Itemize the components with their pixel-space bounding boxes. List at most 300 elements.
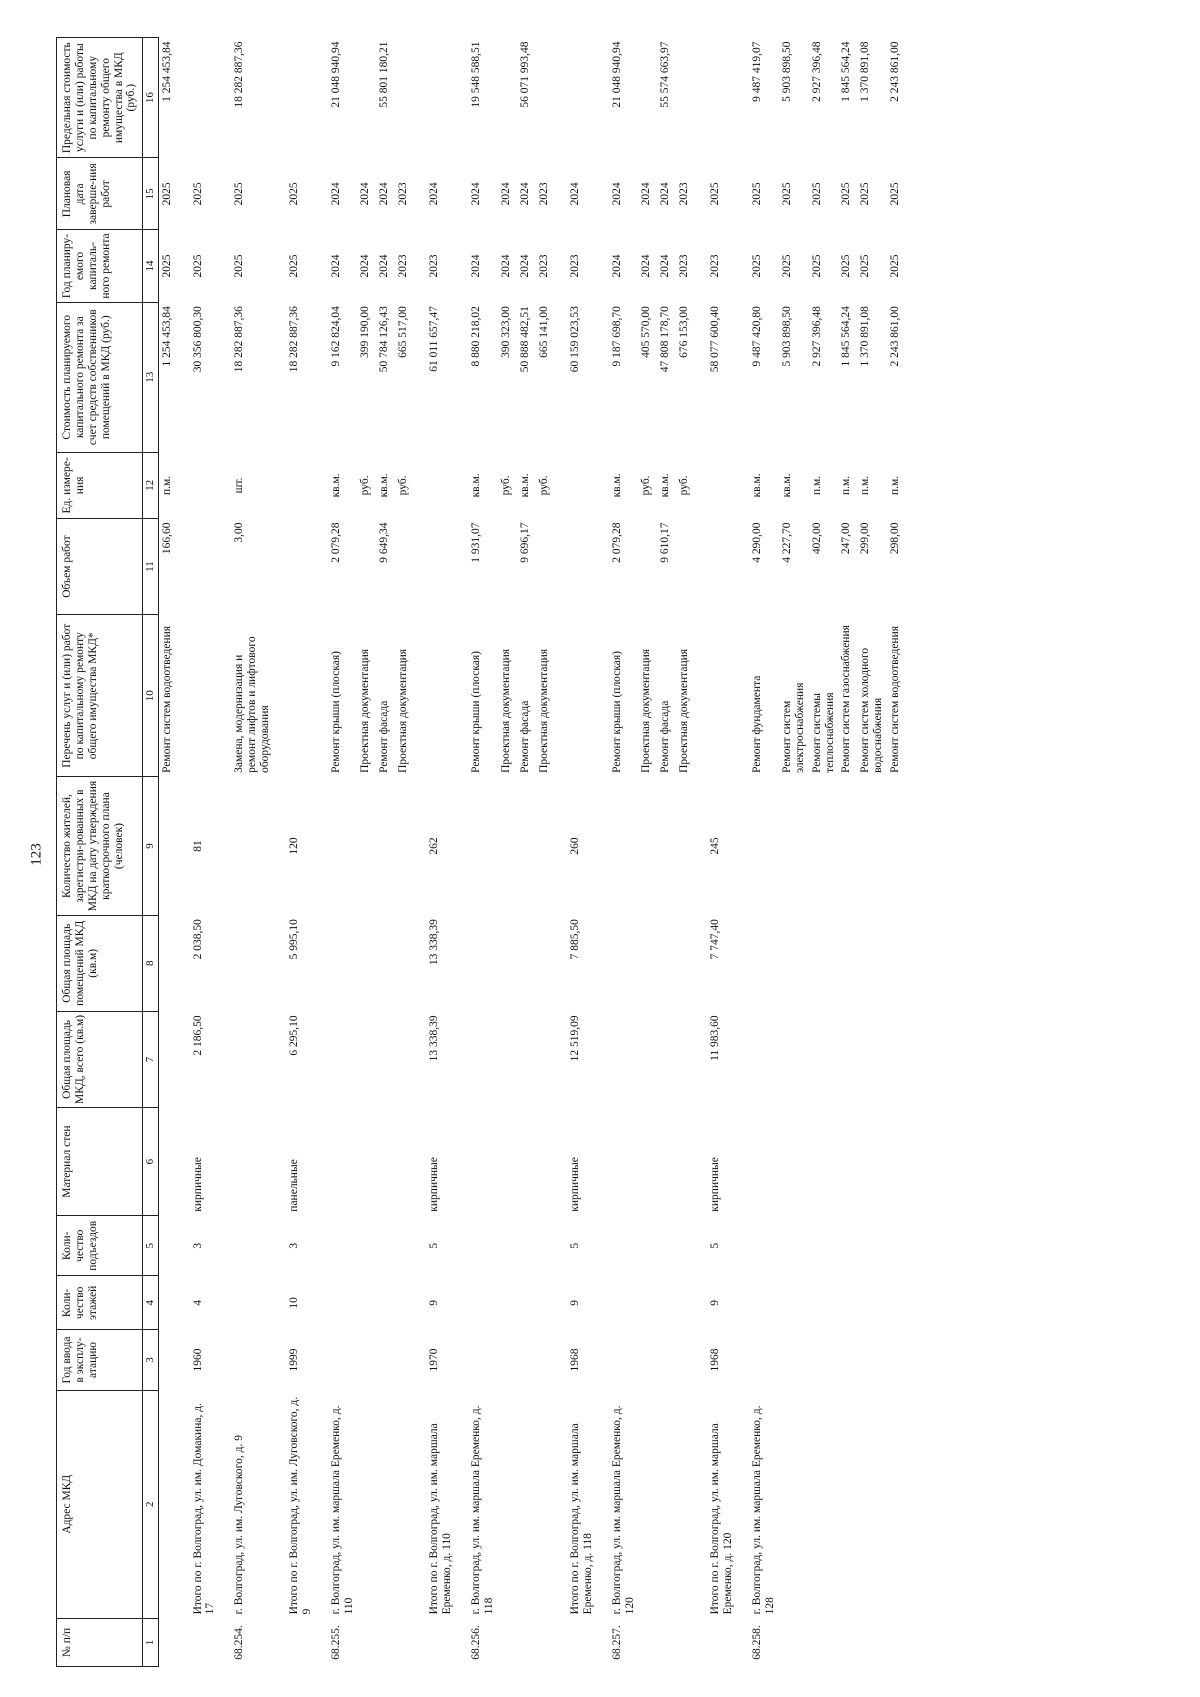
- cell-entr: [676, 1216, 695, 1276]
- cell-unit: [555, 452, 597, 518]
- cell-limit: 56 071 993,48: [518, 41, 531, 108]
- total-row: [414, 38, 456, 1667]
- cell-residents: [779, 777, 809, 915]
- cell-limit: [357, 38, 376, 158]
- cell-floors: [158, 1276, 178, 1330]
- cell-end-year: 2025: [751, 182, 764, 206]
- cell-num: [809, 1618, 839, 1666]
- cell-work: [274, 615, 316, 777]
- cell-plan-year: 2025: [840, 254, 853, 278]
- cell-area-total: [376, 1011, 395, 1107]
- cell-cost: 18 282 887,36: [233, 306, 246, 373]
- cell-area-total: [316, 1011, 358, 1107]
- cell-plan-year: 2025: [233, 254, 246, 278]
- cell-limit: 9 487 419,07: [751, 41, 764, 102]
- column-number-cell: 9: [143, 777, 158, 915]
- table-row: [676, 38, 695, 1667]
- cell-entr: [887, 1216, 906, 1276]
- cell-floors: [376, 1276, 395, 1330]
- cell-end-year: 2024: [378, 182, 391, 206]
- cell-work: Проектная документация: [397, 648, 410, 773]
- cell-plan-year: 2023: [709, 254, 722, 278]
- cell-area-rooms: [657, 915, 676, 1011]
- cell-unit: кв.м.: [378, 473, 391, 498]
- cell-num: [887, 1618, 906, 1666]
- cell-end-year: 2025: [889, 182, 902, 206]
- cell-entr: 3: [191, 1242, 204, 1249]
- header-cell: Стоимость планируемого капитального ремонта за счет средств собственников помещений в МКД (руб.): [57, 302, 143, 452]
- table-row: [536, 38, 555, 1667]
- table-row: [597, 38, 639, 1667]
- cell-cost: 1 254 453,84: [160, 306, 173, 367]
- cell-limit: 1 254 453,84: [160, 41, 173, 102]
- cell-unit: кв.м.: [518, 473, 531, 498]
- cell-volume: 166,60: [160, 522, 173, 555]
- cell-volume: 3,00: [233, 522, 246, 543]
- cell-unit: кв.м.: [751, 473, 764, 498]
- cell-end-year: 2024: [359, 182, 372, 206]
- table-row: [737, 38, 779, 1667]
- cell-residents: 260: [568, 837, 581, 855]
- cell-cost: 665 141,00: [537, 306, 550, 358]
- cell-entr: [809, 1216, 839, 1276]
- cell-year: [676, 1330, 695, 1390]
- cell-area-rooms: [857, 915, 887, 1011]
- cell-walls: кирпичные: [428, 1157, 441, 1212]
- cell-area-rooms: 5 995,10: [287, 919, 300, 960]
- cell-volume: 299,00: [859, 522, 872, 555]
- cell-work: Ремонт крыши (плоская): [329, 651, 342, 773]
- cell-volume: 2 079,28: [329, 522, 342, 563]
- cell-cost: 60 159 023,53: [568, 306, 581, 373]
- cell-work: Проектная документация: [359, 648, 372, 773]
- table-row: [887, 38, 906, 1667]
- cell-plan-year: 2025: [751, 254, 764, 278]
- cell-volume: 2 079,28: [610, 522, 623, 563]
- cell-volume: [536, 518, 555, 614]
- cell-addr: [158, 1390, 178, 1618]
- cell-walls: [657, 1108, 676, 1216]
- cell-floors: [498, 1276, 517, 1330]
- header-cell: № п/п: [57, 1618, 143, 1666]
- cell-entr: [517, 1216, 536, 1276]
- cell-cost: 399 190,00: [359, 306, 372, 358]
- cell-plan-year: 2024: [359, 254, 372, 278]
- cell-area-rooms: [737, 915, 779, 1011]
- cell-floors: 10: [287, 1297, 300, 1309]
- cell-entr: 3: [287, 1242, 300, 1249]
- cell-area-rooms: [498, 915, 517, 1011]
- cell-area-rooms: [676, 915, 695, 1011]
- cell-volume: 4 227,70: [780, 522, 793, 563]
- header-cell: Год планиру-емого капиталь-ного ремонта: [57, 230, 143, 302]
- cell-plan-year: 2025: [191, 254, 204, 278]
- cell-walls: [517, 1108, 536, 1216]
- cell-area-total: [219, 1011, 274, 1107]
- cell-addr: [517, 1390, 536, 1618]
- table-row: [219, 38, 274, 1667]
- cell-entr: [357, 1216, 376, 1276]
- cell-unit: п.м.: [889, 475, 902, 495]
- cell-walls: [887, 1108, 906, 1216]
- cell-end-year: 2025: [233, 182, 246, 206]
- cell-end-year: 2024: [518, 182, 531, 206]
- header-cell: Плановая дата заверше-ния работ: [57, 158, 143, 230]
- cell-area-rooms: [158, 915, 178, 1011]
- cell-walls: [737, 1108, 779, 1216]
- total-row: [695, 38, 737, 1667]
- cell-cost: 50 784 126,43: [378, 306, 391, 373]
- cell-num: [857, 1618, 887, 1666]
- cell-area-rooms: [838, 915, 857, 1011]
- cell-year: [517, 1330, 536, 1390]
- cell-floors: [838, 1276, 857, 1330]
- cell-addr: Итого по г. Волгоград, ул. им. Домакина, д. 17: [191, 1403, 217, 1615]
- cell-addr: [357, 1390, 376, 1618]
- table-body: [158, 38, 906, 1667]
- cell-num: [676, 1618, 695, 1666]
- cell-cost: 30 356 800,30: [191, 306, 204, 373]
- cell-cost: 5 903 898,50: [780, 306, 793, 367]
- cell-year: [838, 1330, 857, 1390]
- cell-cost: 9 162 824,04: [329, 306, 342, 367]
- cell-work: Ремонт фасада: [518, 700, 531, 773]
- cell-cost: 50 888 482,51: [518, 306, 531, 373]
- column-number-cell: 7: [143, 1011, 158, 1107]
- cell-unit: кв.м.: [470, 473, 483, 498]
- cell-year: [779, 1330, 809, 1390]
- cell-end-year: 2025: [287, 182, 300, 206]
- cell-residents: [597, 777, 639, 915]
- cell-unit: п.м.: [859, 475, 872, 495]
- cell-num: [779, 1618, 809, 1666]
- table-row: [638, 38, 657, 1667]
- cell-num: [274, 1618, 316, 1666]
- cell-year: [597, 1330, 639, 1390]
- cell-residents: [676, 777, 695, 915]
- cell-plan-year: 2024: [329, 254, 342, 278]
- cell-cost: 2 243 861,00: [889, 306, 902, 367]
- cell-plan-year: 2024: [470, 254, 483, 278]
- cell-limit: 55 801 180,21: [378, 41, 391, 108]
- cell-plan-year: 2023: [678, 254, 691, 278]
- cell-area-total: [158, 1011, 178, 1107]
- cell-num: [498, 1618, 517, 1666]
- cell-volume: 9 649,34: [378, 522, 391, 563]
- cell-limit: [695, 38, 737, 158]
- total-row: [178, 38, 220, 1667]
- cell-addr: Итого по г. Волгоград, ул. им. маршала Еременко, д. 118: [568, 1423, 594, 1615]
- table-row: [857, 38, 887, 1667]
- header-cell: Ед. измере-ния: [57, 452, 143, 518]
- table-row: [498, 38, 517, 1667]
- cell-work: [555, 615, 597, 777]
- cell-floors: [219, 1276, 274, 1330]
- cell-plan-year: 2024: [659, 254, 672, 278]
- cell-limit: 19 548 588,51: [470, 41, 483, 108]
- cell-residents: [219, 777, 274, 915]
- cell-plan-year: 2025: [859, 254, 872, 278]
- cell-entr: [657, 1216, 676, 1276]
- cell-end-year: 2024: [428, 182, 441, 206]
- cell-unit: руб.: [359, 475, 372, 496]
- cell-work: Ремонт крыши (плоская): [610, 651, 623, 773]
- cell-end-year: 2024: [568, 182, 581, 206]
- cell-end-year: 2023: [397, 182, 410, 206]
- column-number-cell: 8: [143, 915, 158, 1011]
- cell-addr: г. Волгоград, ул. им. маршала Еременко, д. 118: [470, 1405, 496, 1615]
- cell-unit: кв.м.: [780, 473, 793, 498]
- header-cell: Общая площадь МКД, всего (кв.м): [57, 1011, 143, 1107]
- cell-limit: [414, 38, 456, 158]
- table-row: [517, 38, 536, 1667]
- cell-volume: 9 610,17: [659, 522, 672, 563]
- cell-cost: 1 370 891,08: [859, 306, 872, 367]
- table-row: [838, 38, 857, 1667]
- header-cell: Предельная стоимость услуги и (или) работы по капитальному ремонту общего имущества в МКД (руб.): [57, 38, 143, 158]
- cell-entr: [376, 1216, 395, 1276]
- cell-addr: [676, 1390, 695, 1618]
- header-cell: Общая площадь помещений МКД (кв.м): [57, 915, 143, 1011]
- cell-unit: руб.: [678, 475, 691, 496]
- column-number-row: [143, 38, 158, 1667]
- cell-area-total: 13 338,39: [428, 1015, 441, 1062]
- cell-residents: [498, 777, 517, 915]
- cell-work: Замена, модернизация и ремонт лифтов и лифтового оборудования: [233, 636, 272, 773]
- header-cell: Количество жителей, зарегистри-рованных в МКД на дату утверждения краткосрочного плана (человек): [57, 777, 143, 915]
- cell-year: [376, 1330, 395, 1390]
- cell-entr: [597, 1216, 639, 1276]
- rotated-table-container: [56, 37, 1168, 1667]
- cell-area-total: [517, 1011, 536, 1107]
- header-cell: Перечень услуг и (или) работ по капитальному ремонту общего имущества МКД*: [57, 615, 143, 777]
- cell-area-total: [676, 1011, 695, 1107]
- cell-area-rooms: [376, 915, 395, 1011]
- cell-work: Ремонт систем электроснабжения: [780, 682, 806, 773]
- cell-area-rooms: [597, 915, 639, 1011]
- cell-area-total: [638, 1011, 657, 1107]
- cell-work: Ремонт систем водоотведения: [160, 625, 173, 773]
- cell-limit: 18 282 887,36: [233, 41, 246, 108]
- cell-volume: 247,00: [840, 522, 853, 555]
- cell-floors: 4: [191, 1299, 204, 1306]
- cell-addr: [657, 1390, 676, 1618]
- total-row: [274, 38, 316, 1667]
- capital-repair-table: [56, 37, 906, 1667]
- cell-residents: [376, 777, 395, 915]
- cell-end-year: 2024: [470, 182, 483, 206]
- cell-floors: [809, 1276, 839, 1330]
- cell-walls: [779, 1108, 809, 1216]
- cell-area-total: [657, 1011, 676, 1107]
- cell-entr: [498, 1216, 517, 1276]
- cell-year: [737, 1330, 779, 1390]
- cell-volume: [498, 518, 517, 614]
- cell-area-rooms: [887, 915, 906, 1011]
- cell-num: [536, 1618, 555, 1666]
- cell-walls: кирпичные: [709, 1157, 722, 1212]
- cell-residents: [395, 777, 414, 915]
- cell-floors: [517, 1276, 536, 1330]
- cell-entr: [316, 1216, 358, 1276]
- cell-cost: 58 077 600,40: [709, 306, 722, 373]
- cell-area-rooms: [395, 915, 414, 1011]
- cell-area-total: [887, 1011, 906, 1107]
- cell-volume: [395, 518, 414, 614]
- cell-residents: [737, 777, 779, 915]
- cell-work: Ремонт фасада: [378, 700, 391, 773]
- header-cell: Коли-чество подъездов: [57, 1216, 143, 1276]
- cell-plan-year: 2023: [568, 254, 581, 278]
- cell-residents: [857, 777, 887, 915]
- cell-volume: [274, 518, 316, 614]
- cell-addr: г. Волгоград, ул. им. маршала Еременко, д. 120: [610, 1405, 636, 1615]
- cell-work: Ремонт системы теплоснабжения: [810, 692, 836, 773]
- cell-entr: [779, 1216, 809, 1276]
- cell-residents: 81: [191, 840, 204, 852]
- cell-plan-year: 2024: [640, 254, 653, 278]
- cell-end-year: 2024: [640, 182, 653, 206]
- cell-end-year: 2025: [840, 182, 853, 206]
- cell-year: [638, 1330, 657, 1390]
- table-row: [395, 38, 414, 1667]
- cell-num: 68.258.: [751, 1625, 764, 1660]
- cell-addr: Итого по г. Волгоград, ул. им. маршала Еременко, д. 110: [428, 1423, 454, 1615]
- cell-walls: [838, 1108, 857, 1216]
- cell-area-total: [737, 1011, 779, 1107]
- cell-year: [498, 1330, 517, 1390]
- cell-residents: 262: [428, 837, 441, 855]
- cell-area-total: [857, 1011, 887, 1107]
- cell-unit: руб.: [397, 475, 410, 496]
- cell-area-total: [838, 1011, 857, 1107]
- cell-area-total: 11 983,60: [709, 1015, 722, 1061]
- cell-plan-year: 2024: [499, 254, 512, 278]
- cell-volume: 9 696,17: [518, 522, 531, 563]
- cell-work: Проектная документация: [678, 648, 691, 773]
- cell-walls: [676, 1108, 695, 1216]
- header-cell: Материал стен: [57, 1108, 143, 1216]
- cell-cost: 47 808 178,70: [659, 306, 672, 373]
- cell-end-year: 2024: [329, 182, 342, 206]
- cell-residents: [809, 777, 839, 915]
- table-row: [158, 38, 178, 1667]
- column-number-cell: 11: [143, 518, 158, 614]
- cell-addr: [887, 1390, 906, 1618]
- cell-walls: [857, 1108, 887, 1216]
- column-number-cell: 5: [143, 1216, 158, 1276]
- cell-plan-year: 2024: [518, 254, 531, 278]
- cell-end-year: 2025: [160, 182, 173, 206]
- cell-limit: [676, 38, 695, 158]
- cell-limit: 21 048 940,94: [610, 41, 623, 108]
- cell-walls: [395, 1108, 414, 1216]
- cell-addr: [857, 1390, 887, 1618]
- cell-work: Ремонт систем холодного водоснабжения: [859, 647, 885, 773]
- header-row: [57, 38, 143, 1667]
- cell-work: Проектная документация: [537, 648, 550, 773]
- cell-plan-year: 2025: [780, 254, 793, 278]
- cell-area-rooms: 7 885,50: [568, 919, 581, 960]
- cell-cost: 9 487 420,80: [751, 306, 764, 367]
- cell-limit: [395, 38, 414, 158]
- cell-work: [178, 615, 220, 777]
- cell-residents: 120: [287, 837, 300, 855]
- cell-end-year: 2024: [499, 182, 512, 206]
- cell-area-total: [779, 1011, 809, 1107]
- cell-walls: панельные: [287, 1159, 300, 1212]
- cell-residents: [158, 777, 178, 915]
- cell-volume: [676, 518, 695, 614]
- cell-floors: [887, 1276, 906, 1330]
- column-number-cell: 15: [143, 158, 158, 230]
- cell-walls: [498, 1108, 517, 1216]
- cell-year: [395, 1330, 414, 1390]
- cell-cost: 61 011 657,47: [428, 306, 441, 372]
- cell-volume: 402,00: [810, 522, 823, 555]
- cell-area-total: [456, 1011, 498, 1107]
- cell-cost: 18 282 887,36: [287, 306, 300, 373]
- column-number-cell: 13: [143, 302, 158, 452]
- cell-num: [555, 1618, 597, 1666]
- cell-entr: [838, 1216, 857, 1276]
- cell-walls: [219, 1108, 274, 1216]
- cell-floors: 9: [709, 1299, 722, 1306]
- cell-work: Ремонт фасада: [659, 700, 672, 773]
- cell-num: [695, 1618, 737, 1666]
- cell-walls: [456, 1108, 498, 1216]
- cell-end-year: 2025: [709, 182, 722, 206]
- cell-addr: Итого по г. Волгоград, ул. им. Луговского, д. 9: [287, 1396, 313, 1615]
- column-number-cell: 16: [143, 38, 158, 158]
- cell-limit: [178, 38, 220, 158]
- cell-num: [638, 1618, 657, 1666]
- cell-walls: [597, 1108, 639, 1216]
- cell-plan-year: 2023: [397, 254, 410, 278]
- cell-entr: 5: [709, 1242, 722, 1249]
- cell-plan-year: 2025: [810, 254, 823, 278]
- cell-unit: [178, 452, 220, 518]
- cell-area-rooms: [456, 915, 498, 1011]
- cell-floors: [657, 1276, 676, 1330]
- page-number: 123: [28, 843, 45, 866]
- cell-area-rooms: [219, 915, 274, 1011]
- cell-cost: 405 570,00: [640, 306, 653, 358]
- cell-area-rooms: [638, 915, 657, 1011]
- cell-entr: 5: [428, 1242, 441, 1249]
- total-row: [555, 38, 597, 1667]
- table-row: [456, 38, 498, 1667]
- cell-area-total: 6 295,10: [287, 1015, 300, 1056]
- cell-area-rooms: [517, 915, 536, 1011]
- cell-entr: [857, 1216, 887, 1276]
- cell-floors: 9: [428, 1299, 441, 1306]
- cell-area-rooms: [316, 915, 358, 1011]
- cell-entr: [219, 1216, 274, 1276]
- cell-walls: кирпичные: [568, 1157, 581, 1212]
- cell-entr: [395, 1216, 414, 1276]
- cell-year: 1999: [287, 1348, 300, 1372]
- cell-end-year: 2025: [780, 182, 793, 206]
- cell-unit: шт.: [233, 477, 246, 494]
- cell-year: [536, 1330, 555, 1390]
- cell-end-year: 2023: [537, 182, 550, 206]
- cell-area-rooms: [779, 915, 809, 1011]
- cell-volume: [555, 518, 597, 614]
- cell-entr: [158, 1216, 178, 1276]
- table-header: [57, 38, 159, 1667]
- cell-work: [414, 615, 456, 777]
